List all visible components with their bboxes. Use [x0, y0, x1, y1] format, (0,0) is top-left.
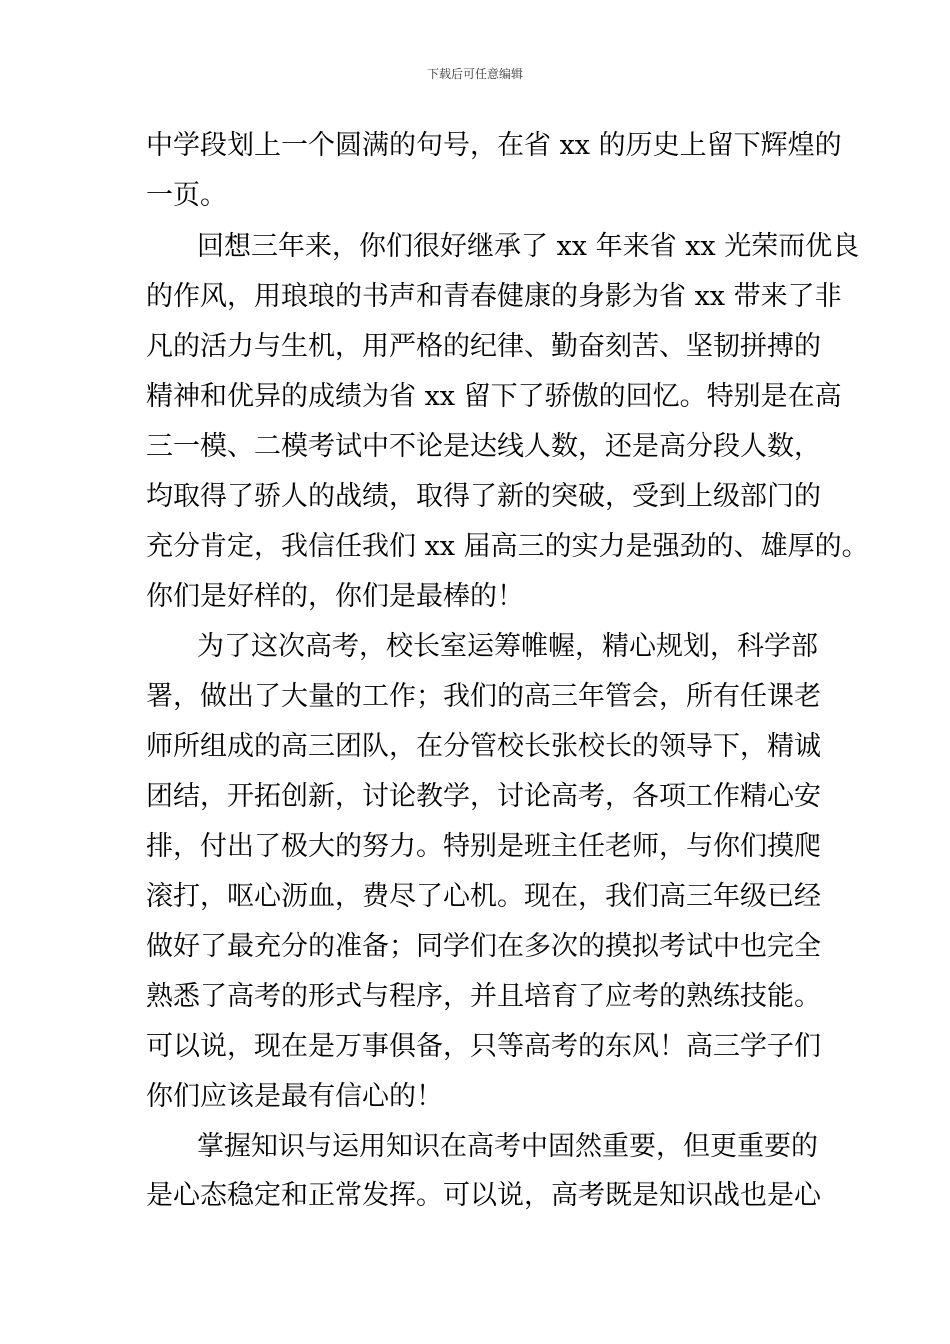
text-line: 熟悉了高考的形式与程序，并且培育了应考的熟练技能。 — [146, 981, 821, 1012]
text-line: 团结，开拓创新，讨论教学，讨论高考，各项工作精心安 — [146, 781, 821, 812]
text-line: 的作风，用琅琅的书声和青春健康的身影为省 xx 带来了非 — [146, 281, 842, 312]
text-line: 做好了最充分的准备；同学们在多次的摸拟考试中也完全 — [146, 931, 821, 962]
text-line: 凡的活力与生机，用严格的纪律、勤奋刻苦、坚韧拼搏的 — [146, 331, 821, 362]
text-line: 排，付出了极大的努力。特别是班主任老师，与你们摸爬 — [146, 831, 821, 862]
text-line: 回想三年来，你们很好继承了 xx 年来省 xx 光荣而优良 — [197, 231, 860, 262]
text-line: 你们是好样的，你们是最棒的！ — [146, 581, 524, 612]
text-line: 中学段划上一个圆满的句号，在省 xx 的历史上留下辉煌的 — [146, 130, 842, 161]
text-line: 均取得了骄人的战绩，取得了新的突破，受到上级部门的 — [146, 481, 821, 512]
text-line: 你们应该是最有信心的！ — [146, 1081, 443, 1112]
text-line: 可以说，现在是万事俱备，只等高考的东风！高三学子们 — [146, 1031, 821, 1062]
text-line: 师所组成的高三团队，在分管校长张校长的领导下，精诚 — [146, 731, 821, 762]
text-line: 充分肯定，我信任我们 xx 届高三的实力是强劲的、雄厚的。 — [146, 531, 869, 562]
text-line: 是心态稳定和正常发挥。可以说，高考既是知识战也是心 — [146, 1180, 821, 1211]
page-header: 下载后可任意编辑 — [426, 67, 523, 81]
text-line: 三一模、二模考试中不论是达线人数，还是高分段人数， — [146, 431, 821, 462]
text-line: 为了这次高考，校长室运筹帷幄，精心规划，科学部 — [197, 631, 818, 662]
text-line: 一页。 — [146, 180, 227, 211]
text-line: 精神和优异的成绩为省 xx 留下了骄傲的回忆。特别是在高 — [146, 381, 842, 412]
text-line: 掌握知识与运用知识在高考中固然重要，但更重要的 — [197, 1131, 818, 1162]
text-line: 署，做出了大量的工作；我们的高三年管会，所有任课老 — [146, 681, 821, 712]
text-line: 滚打，呕心沥血，费尽了心机。现在，我们高三年级已经 — [146, 881, 821, 912]
